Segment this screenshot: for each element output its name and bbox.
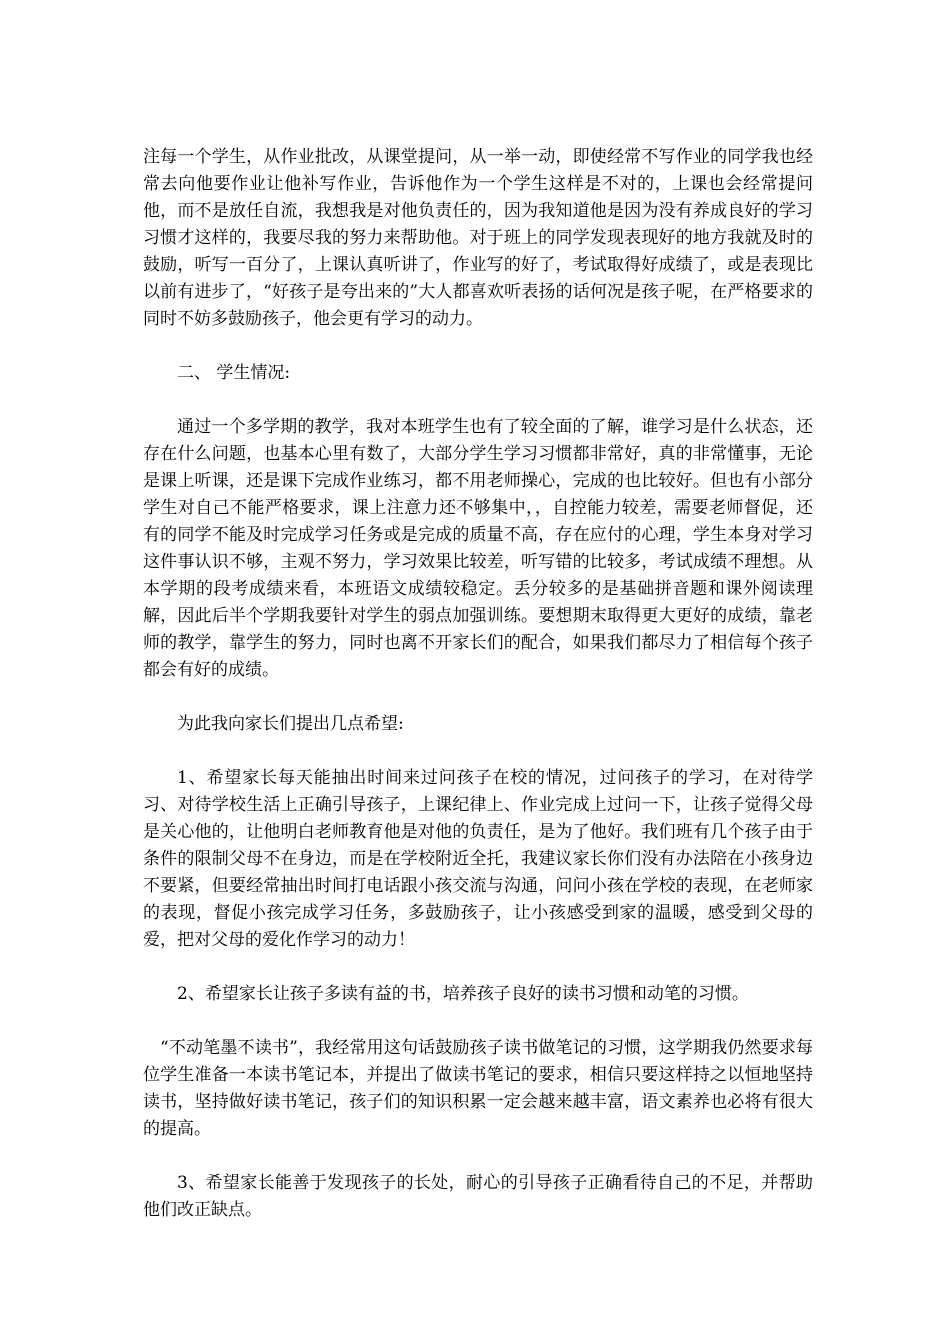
paragraph-student-situation: 通过一个多学期的教学，我对本班学生也有了较全面的了解，谁学习是什么状态，还存在什么问题，也基本心里有数了，大部分学生学习习惯都非常好，真的非常懂事，无论是课上听课，还是课下完成作业练习，都不用老师操心，完成的也比较好。但也有小部分学生对自己不能严格要求，课上注意力还不够集中，，自控能力较差，需要老师督促，还有的同学不能及时完成学习任务或是完成的质量不高，存在应付的心理，学生本身对学习这件事认识不够，主观不努力，学习效果比较差，听写错的比较多，考试成绩不理想。从本学期的段考成绩来看，本班语文成绩较稳定。丢分较多的是基础拼音题和课外阅读理解，因此后半个学期我要针对学生的弱点加强训练。要想期末取得更大更好的成绩，靠老师的教学，靠学生的努力，同时也离不开家长们的配合，如果我们都尽力了相信每个孩子都会有好的成绩。	[143, 417, 813, 680]
paragraph-hopes-intro: 为此我向家长们提出几点希望:	[177, 714, 404, 734]
paragraph-hope-1: 1、希望家长每天能抽出时间来过问孩子在校的情况，过问孩子的学习，在对待学习、对待学校生活上正确引导孩子，上课纪律上、作业完成上过问一下，让孩子觉得父母是关心他的，让他明白老师教育他是对他的负责任，是为了他好。我们班有几个孩子由于条件的限制父母不在身边，而是在学校附近全托，我建议家长你们没有办法陪在小孩身边不要紧，但要经常抽出时间打电话跟小孩交流与沟通，问问小孩在学校的表现，在老师家的表现，督促小孩完成学习任务，多鼓励孩子，让小孩感受到家的温暖，感受到父母的爱，把对父母的爱化作学习的动力！	[143, 768, 813, 950]
paragraph-reading-notes: “不动笔墨不读书”，我经常用这句话鼓励孩子读书做笔记的习惯，这学期我仍然要求每位学生准备一本读书笔记本，并提出了做读书笔记的要求，相信只要这样持之以恒地坚持读书，坚持做好读书笔记，孩子们的知识积累一定会越来越丰富，语文素养也必将有很大的提高。	[143, 1038, 813, 1139]
paragraph-hope-2: 2、希望家长让孩子多读有益的书，培养孩子良好的读书习惯和动笔的习惯。	[177, 984, 749, 1004]
paragraph-hope-3: 3、希望家长能善于发现孩子的长处，耐心的引导孩子正确看待自己的不足，并帮助他们改正缺点。	[143, 1173, 813, 1220]
section-heading-student-situation: 二、 学生情况:	[177, 363, 291, 383]
document-page	[143, 144, 813, 1251]
paragraph-teacher-approach: 注每一个学生，从作业批改，从课堂提问，从一举一动，即使经常不写作业的同学我也经常去向他要作业让他补写作业，告诉他作为一个学生这样是不对的，上课也会经常提问他，而不是放任自流，我想我是对他负责任的，因为我知道他是因为没有养成良好的学习习惯才这样的，我要尽我的努力来帮助他。对于班上的同学发现表现好的地方我就及时的鼓励，听写一百分了，上课认真听讲了，作业写的好了，考试取得好成绩了，或是表现比以前有进步了，“好孩子是夸出来的”大人都喜欢听表扬的话何况是孩子呢，在严格要求的同时不妨多鼓励孩子，他会更有学习的动力。	[143, 147, 813, 329]
